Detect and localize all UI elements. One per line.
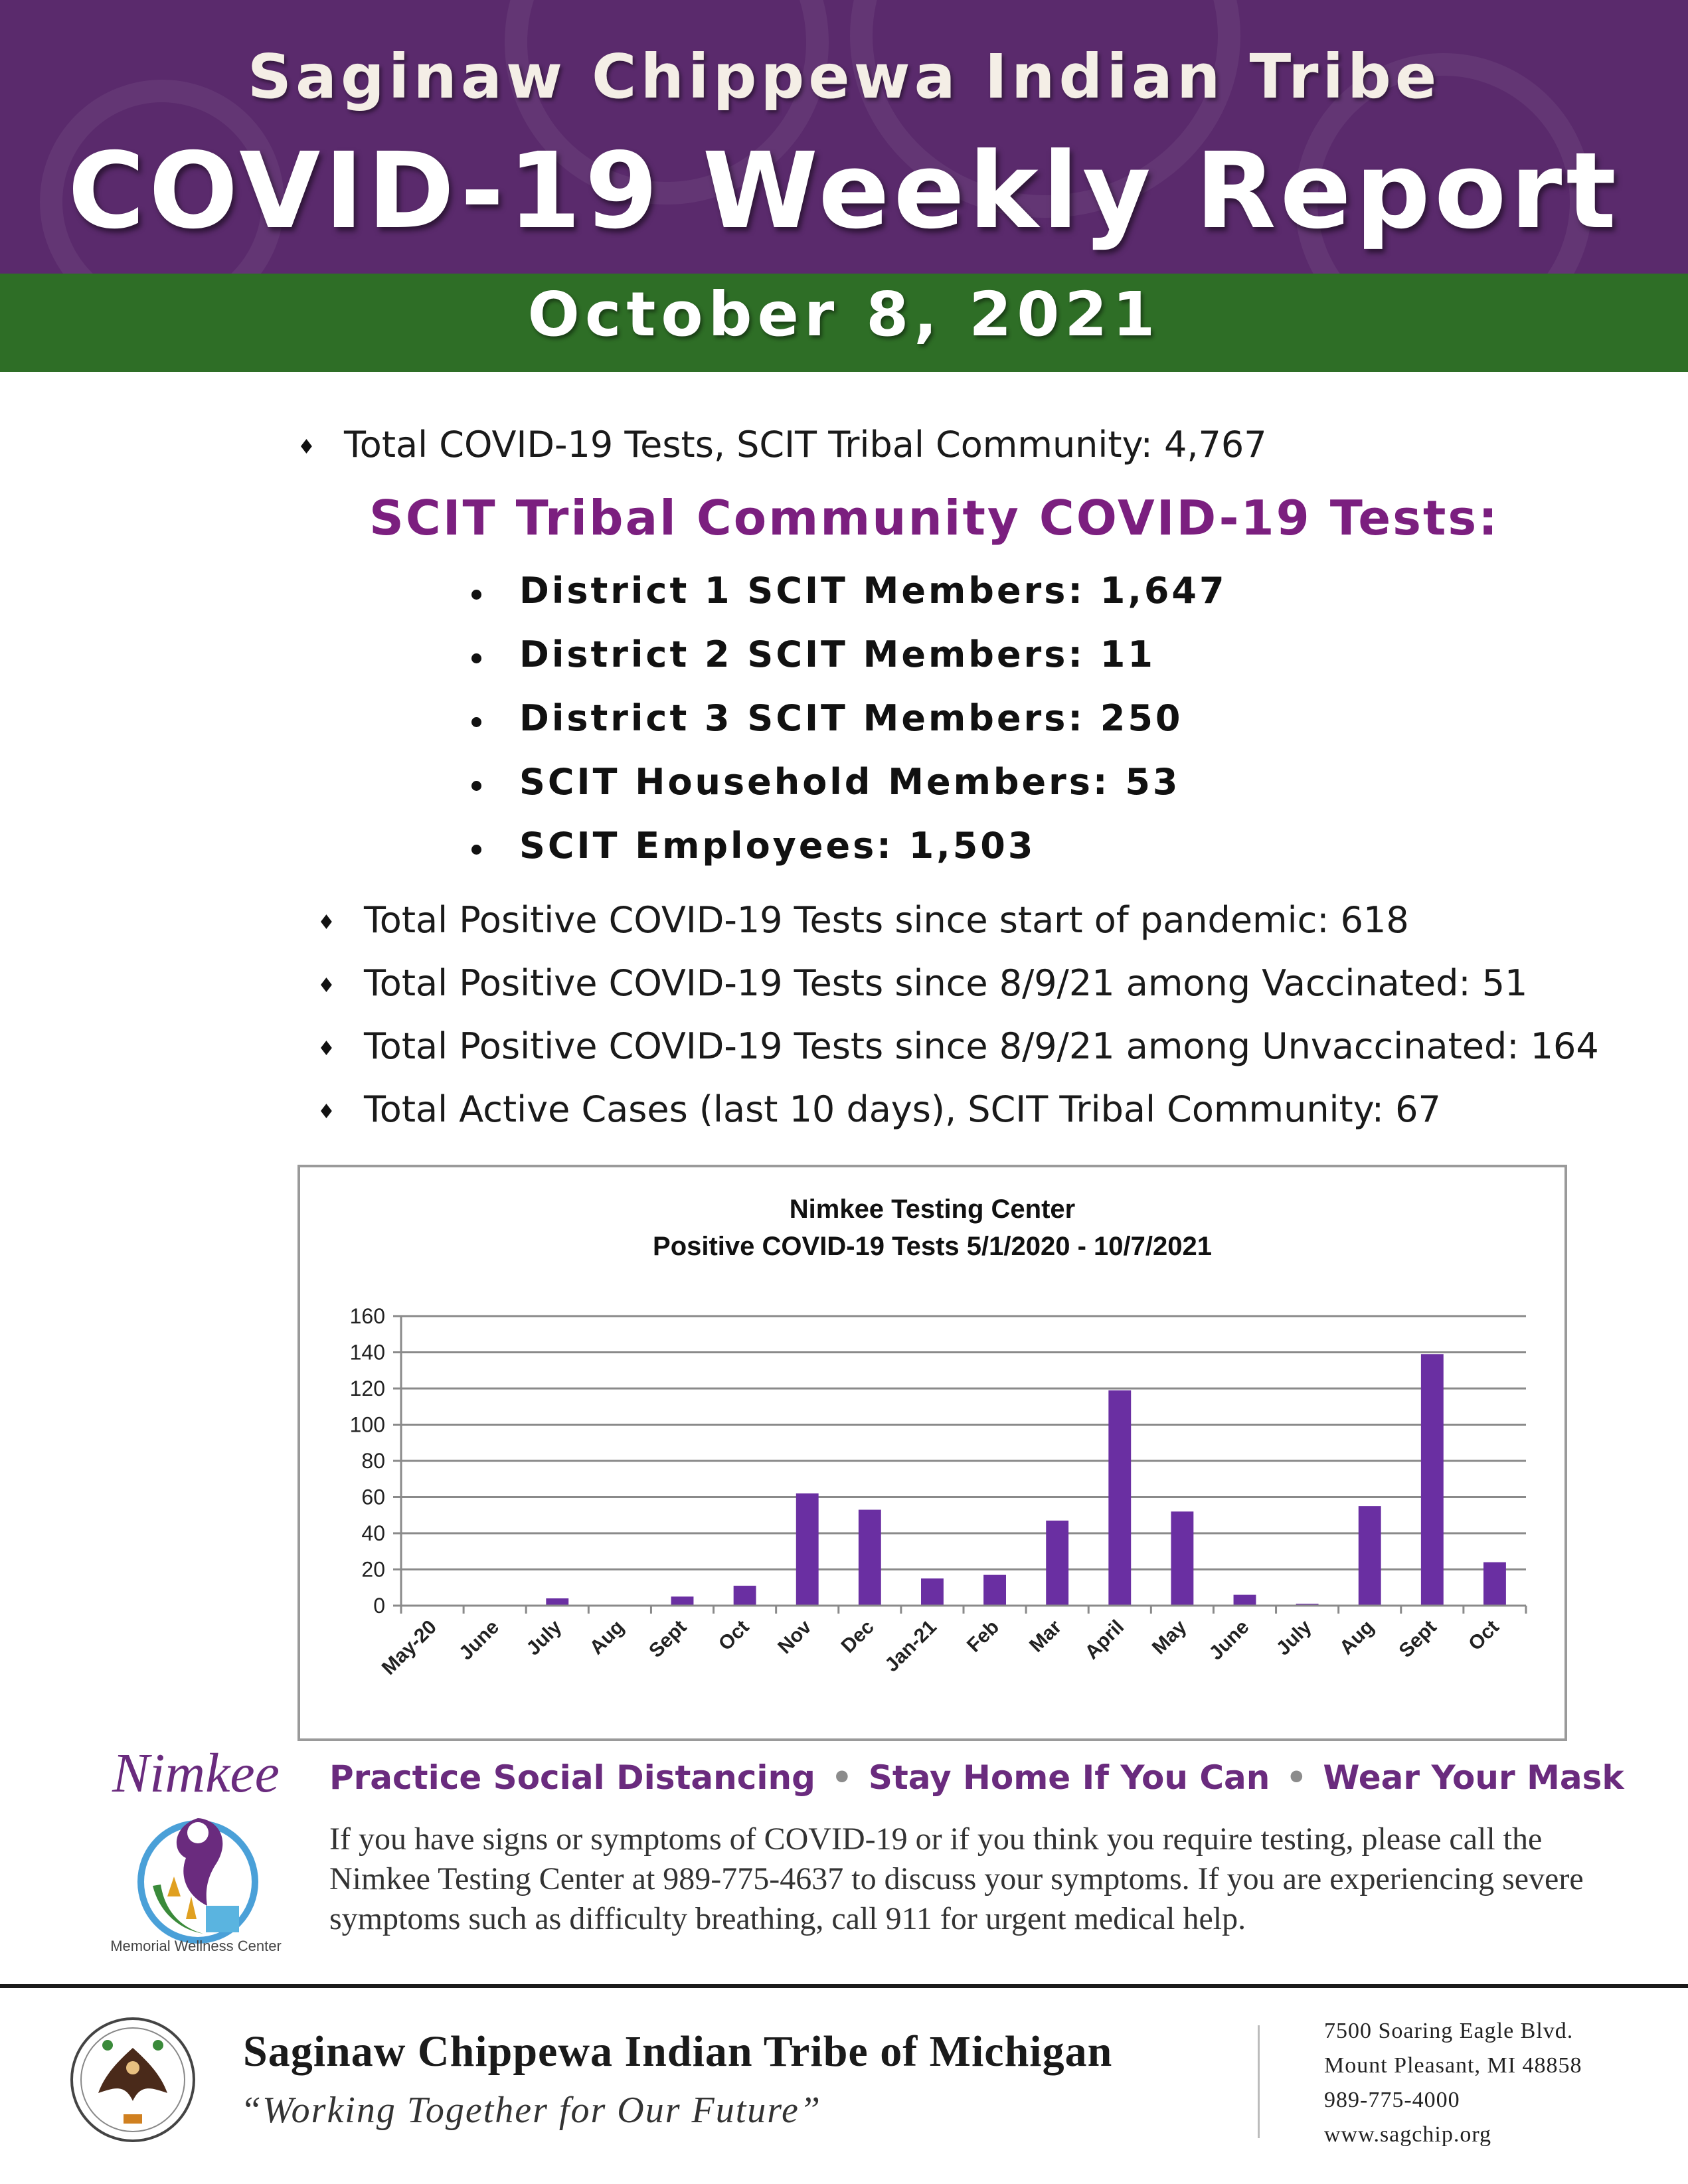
chart-gridlines <box>401 1316 1526 1570</box>
bar-6 <box>734 1586 756 1606</box>
x-tick-label: Jan-21 <box>881 1616 941 1677</box>
y-tick-label: 0 <box>373 1594 385 1618</box>
household-count: SCIT Household Members: 53 <box>519 761 1181 803</box>
total-tests: Total COVID-19 Tests, SCIT Tribal Community: 4,767 <box>344 424 1267 465</box>
bar-13 <box>1171 1511 1193 1606</box>
bullet-dot-icon <box>471 653 481 663</box>
y-tick-label: 20 <box>361 1557 385 1582</box>
footer-phone: 989-775-4000 <box>1324 2088 1460 2112</box>
nimkee-logo-caption: Memorial Wellness Center <box>110 1938 282 1954</box>
chart-subtitle: Positive COVID-19 Tests 5/1/2020 - 10/7/2021 <box>653 1232 1212 1261</box>
employees-count: SCIT Employees: 1,503 <box>519 825 1036 867</box>
x-tick-label: Sept <box>645 1616 691 1662</box>
bar-10 <box>983 1575 1006 1606</box>
diamond-bullet-icon: ♦ <box>317 911 335 934</box>
bar-3 <box>546 1598 568 1606</box>
bullet-dot-icon <box>471 717 481 727</box>
y-tick-label: 40 <box>361 1521 385 1545</box>
x-tick-label: Oct <box>714 1616 754 1655</box>
diamond-bullet-icon: ♦ <box>317 1100 335 1124</box>
x-tick-label: Aug <box>1335 1616 1379 1659</box>
x-tick-label: May <box>1147 1616 1191 1659</box>
x-tick-label: July <box>522 1616 566 1660</box>
y-tick-label: 100 <box>349 1412 385 1437</box>
x-tick-label: Feb <box>962 1616 1004 1657</box>
bar-16 <box>1359 1506 1381 1606</box>
positive-tests-chart <box>297 1165 1567 1741</box>
bar-5 <box>671 1596 694 1606</box>
footer-org-name: Saginaw Chippewa Indian Tribe of Michigan <box>243 2027 1113 2076</box>
district-3-count: District 3 SCIT Members: 250 <box>519 697 1183 739</box>
footer-website[interactable]: www.sagchip.org <box>1324 2122 1492 2147</box>
testing-advice: If you have signs or symptoms of COVID-19 or if you think you require testing, please call the Nimkee Testing Center at 989-775-4637 to discuss your symptoms. If you are experiencing severe symptoms such as difficulty breathing, call 911 for urgent medical help. <box>329 1821 1584 1936</box>
x-tick-label: July <box>1272 1616 1316 1660</box>
district-1-count: District 1 SCIT Members: 1,647 <box>519 570 1227 612</box>
y-tick-label: 60 <box>361 1485 385 1509</box>
slogan-social-distancing: Practice Social Distancing <box>329 1758 815 1797</box>
chart-axes <box>350 1304 1526 1679</box>
footer-address-line1: 7500 Soaring Eagle Blvd. <box>1324 2019 1574 2043</box>
positive-unvaccinated: Total Positive COVID-19 Tests since 8/9/21 among Unvaccinated: 164 <box>364 1025 1599 1067</box>
bar-18 <box>1483 1562 1506 1606</box>
footer-address-line2: Mount Pleasant, MI 48858 <box>1324 2053 1582 2078</box>
x-tick-label: Oct <box>1464 1616 1503 1655</box>
nimkee-wellness-logo <box>86 1740 305 1959</box>
chart-bars <box>546 1354 1506 1606</box>
x-tick-label: Sept <box>1394 1616 1441 1662</box>
footer-motto: “Working Together for Our Future” <box>240 2090 821 2131</box>
x-tick-label: Aug <box>585 1616 629 1659</box>
bar-7 <box>796 1493 819 1606</box>
bar-11 <box>1046 1521 1068 1606</box>
positive-vaccinated: Total Positive COVID-19 Tests since 8/9/21 among Vaccinated: 51 <box>364 962 1528 1004</box>
y-tick-label: 80 <box>361 1449 385 1473</box>
safety-slogan <box>329 1758 1624 1797</box>
report-date: October 8, 2021 <box>527 279 1161 350</box>
diamond-bullet-icon: ♦ <box>317 974 335 997</box>
y-tick-label: 160 <box>349 1304 385 1328</box>
x-tick-label: May-20 <box>377 1616 442 1679</box>
bar-17 <box>1421 1354 1444 1606</box>
y-tick-label: 140 <box>349 1340 385 1365</box>
bar-12 <box>1108 1390 1131 1606</box>
x-tick-label: Nov <box>774 1616 816 1659</box>
chart-canvas <box>300 1167 1564 1738</box>
slogan-separator: • <box>831 1758 853 1797</box>
x-tick-label: June <box>1205 1616 1254 1665</box>
bar-8 <box>859 1510 881 1606</box>
district-2-count: District 2 SCIT Members: 11 <box>519 633 1155 675</box>
community-tests-heading: SCIT Tribal Community COVID-19 Tests: <box>369 490 1500 546</box>
chart-title: Nimkee Testing Center <box>789 1195 1076 1224</box>
bullet-dot-icon <box>471 845 481 855</box>
bullet-dot-icon <box>471 781 481 791</box>
x-tick-label: June <box>455 1616 504 1665</box>
x-tick-label: April <box>1080 1616 1129 1664</box>
footer-divider <box>0 1984 1688 1988</box>
footer-vertical-divider <box>1258 2025 1260 2138</box>
x-tick-label: Dec <box>837 1616 879 1657</box>
nimkee-logo-name: Nimkee <box>112 1742 280 1804</box>
report-title: COVID-19 Weekly Report <box>68 130 1620 252</box>
active-cases: Total Active Cases (last 10 days), SCIT Tribal Community: 67 <box>364 1088 1441 1130</box>
tribal-seal-logo <box>68 2015 198 2145</box>
bullet-dot-icon <box>471 590 481 600</box>
diamond-bullet-icon: ♦ <box>317 1037 335 1060</box>
diamond-bullet-icon: ♦ <box>297 436 315 459</box>
slogan-wear-mask: Wear Your Mask <box>1323 1758 1624 1797</box>
slogan-stay-home: Stay Home If You Can <box>868 1758 1270 1797</box>
positive-total: Total Positive COVID-19 Tests since start of pandemic: 618 <box>364 899 1409 941</box>
org-title: Saginaw Chippewa Indian Tribe <box>247 41 1441 112</box>
bar-9 <box>921 1578 944 1606</box>
y-tick-label: 120 <box>349 1377 385 1400</box>
slogan-separator: • <box>1286 1758 1308 1797</box>
bar-14 <box>1234 1595 1256 1606</box>
x-tick-label: Mar <box>1025 1616 1066 1657</box>
